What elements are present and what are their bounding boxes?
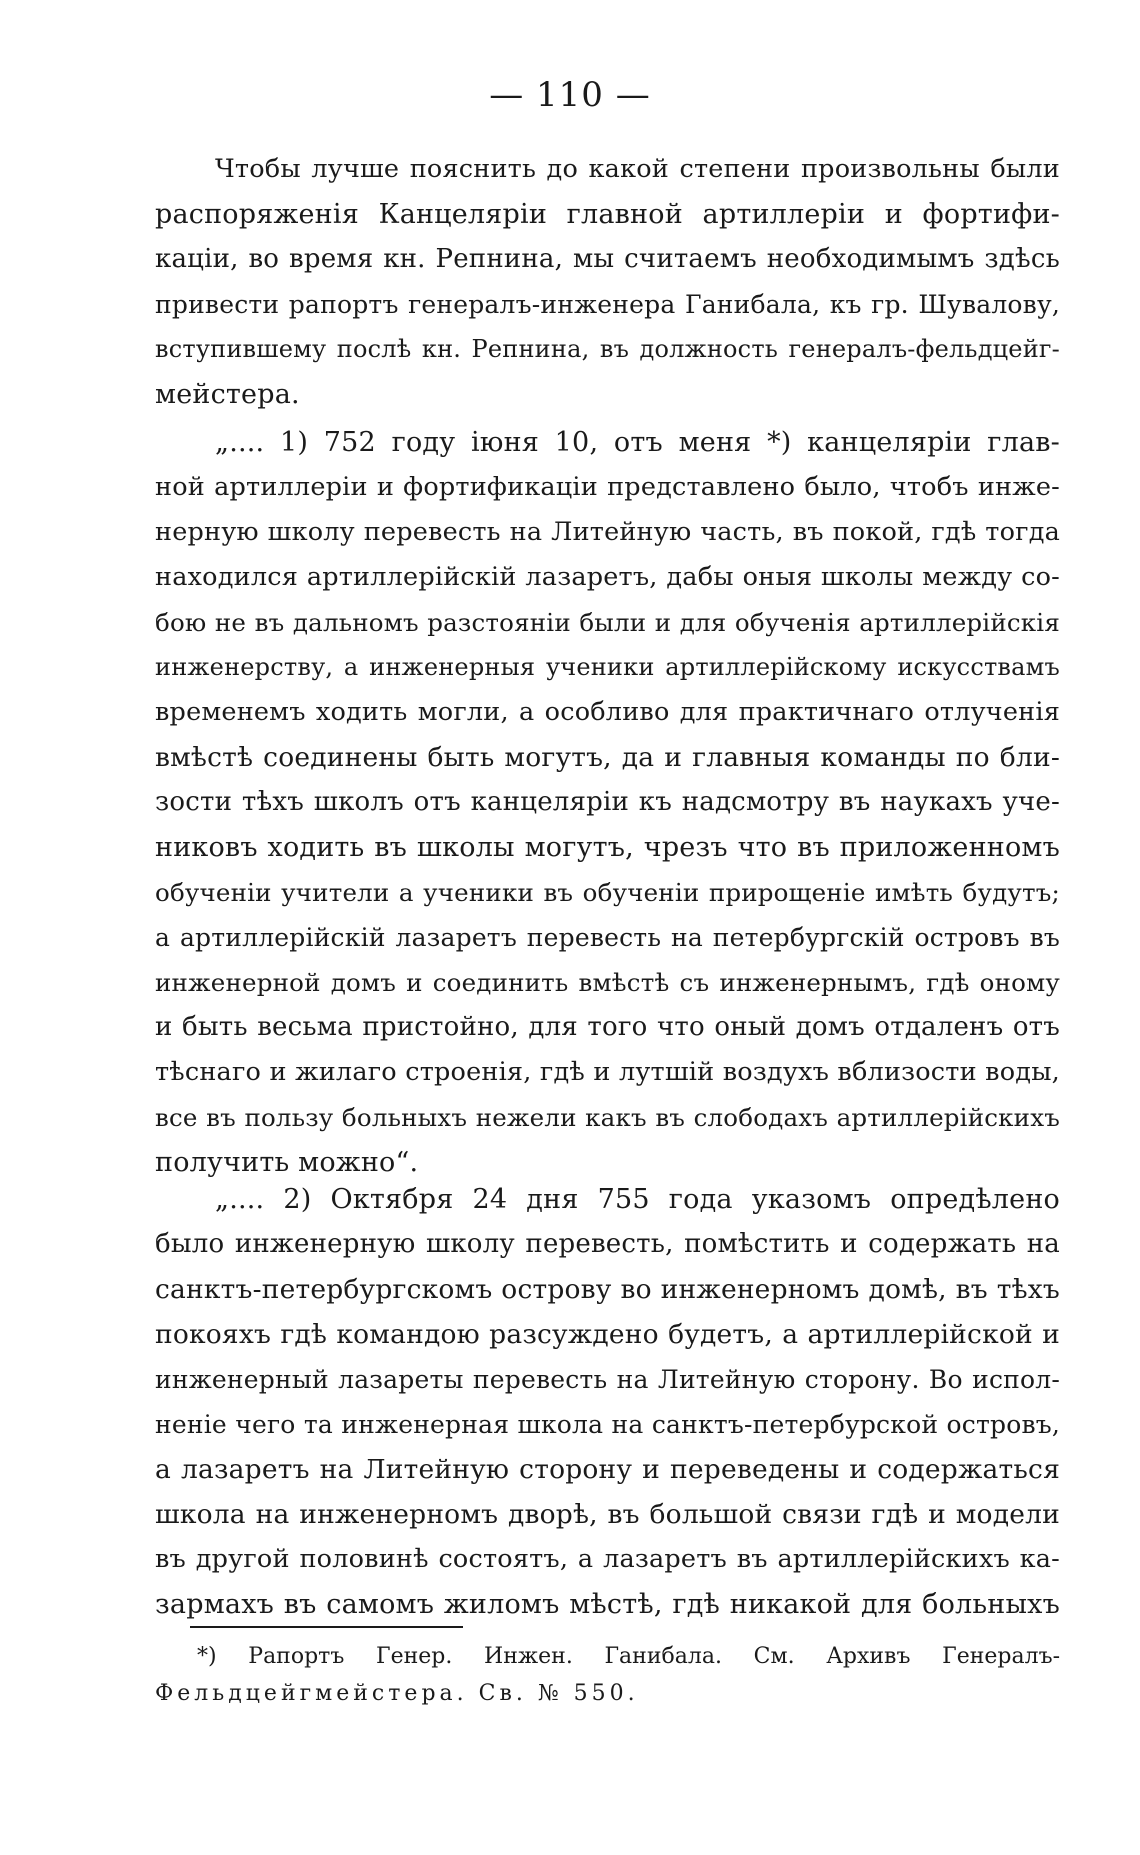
text-line: инженерной домъ и соединить вмѣстѣ съ инженернымъ, гдѣ оному (155, 968, 1060, 997)
text-line: ной артиллеріи и фортификаціи представлено было, чтобъ инже- (155, 472, 1060, 502)
text-line: въ другой половинѣ состоятъ, а лазаретъ въ артиллерійскихъ ка- (155, 1544, 1060, 1574)
text-line: временемъ ходить могли, а особливо для практичнаго отлученія (155, 697, 1060, 727)
paragraph-2 (155, 420, 1060, 1185)
paragraph-3 (155, 1177, 1060, 1627)
text-line: санктъ-петербургскомъ острову во инженерномъ домѣ, въ тѣхъ (155, 1274, 1060, 1305)
text-line: каціи, во время кн. Репнина, мы считаемъ необходимымъ здѣсь (155, 244, 1060, 274)
text-line: было инженерную школу перевесть, помѣстить и содержать на (155, 1229, 1060, 1259)
text-line: и быть весьма пристойно, для того что оный домъ отдаленъ отъ (155, 1012, 1060, 1042)
text-line: никовъ ходить въ школы могутъ, чрезъ что въ приложенномъ (155, 832, 1060, 863)
text-line: распоряженія Канцеляріи главной артиллеріи и фортифи- (155, 199, 1060, 230)
text-line: школа на инженерномъ дворѣ, въ большой связи гдѣ и модели (155, 1499, 1060, 1530)
footnote-divider (190, 1626, 463, 1628)
text-line: инженерный лазареты перевесть на Литейную сторону. Во испол- (155, 1365, 1060, 1394)
text-line: покояхъ гдѣ командою разсуждено будетъ, а артиллерійской и (155, 1319, 1060, 1350)
text-line: зармахъ въ самомъ жиломъ мѣстѣ, гдѣ никакой для больныхъ (155, 1589, 1060, 1620)
text-line: нерную школу перевесть на Литейную часть, въ покой, гдѣ тогда (155, 517, 1060, 547)
text-line: получить можно“. (155, 1147, 419, 1178)
text-line: обученіи учители а ученики въ обученіи прирощеніе имѣть будутъ; (155, 878, 1060, 907)
text-line: вмѣстѣ соединены быть могутъ, да и главныя команды по бли- (155, 742, 1060, 773)
text-line: зости тѣхъ школъ отъ канцеляріи къ надсмотру въ наукахъ уче- (155, 787, 1060, 817)
text-line: Чтобы лучше пояснить до какой степени произвольны были (215, 154, 1060, 184)
text-line: мейстера. (155, 379, 300, 410)
text-line: все въ пользу больныхъ нежели какъ въ слободахъ артиллерійскихъ (155, 1103, 1060, 1132)
text-line: инженерству, а инженерныя ученики артиллерійскому искусствамъ (155, 653, 1060, 681)
text-line: тѣснаго и жилаго строенія, гдѣ и лутшій воздухъ вблизости воды, (155, 1057, 1060, 1087)
text-line: „.... 2) Октября 24 дня 755 года указомъ опредѣлено (215, 1184, 1060, 1215)
page-number: — 110 — (489, 75, 651, 115)
text-line: а лазаретъ на Литейную сторону и переведены и содержаться (155, 1454, 1060, 1485)
text-line: а артиллерійскій лазаретъ перевесть на петербургскій островъ въ (155, 923, 1060, 952)
text-line: находился артиллерійскій лазаретъ, дабы оныя школы между со- (155, 562, 1060, 592)
text-line: вступившему послѣ кн. Репнина, въ должность генералъ-фельдцейг- (155, 335, 1060, 363)
paragraph-1 (155, 147, 1060, 417)
text-line: неніе чего та инженерная школа на санктъ-петербурской островъ, (155, 1410, 1060, 1439)
text-line: „.... 1) 752 году іюня 10, отъ меня *) канцеляріи глав- (215, 427, 1060, 458)
footnote (155, 1638, 1060, 1712)
footnote-line: *) Рапортъ Генер. Инжен. Ганибала. См. Архивъ Генералъ- (197, 1644, 1060, 1669)
text-line: бою не въ дальномъ разстояніи были и для обученія артиллерійскія (155, 608, 1060, 637)
text-line: привести рапортъ генералъ-инженера Ганибала, къ гр. Шувалову, (155, 290, 1060, 319)
footnote-line: Фельдцейгмейстера. Св. № 550. (155, 1681, 639, 1706)
